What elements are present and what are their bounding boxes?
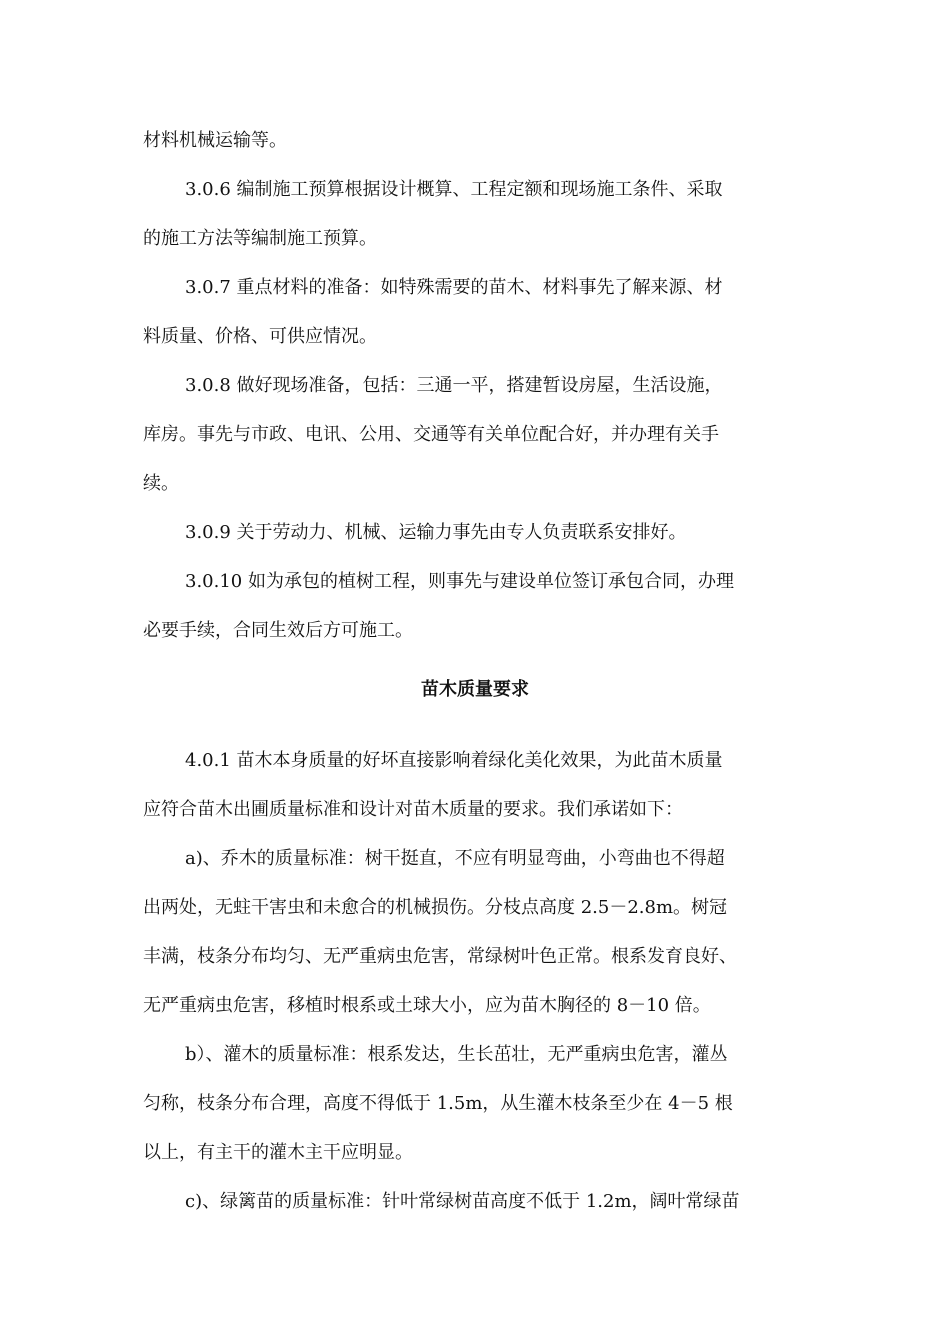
text-line: 应符合苗木出圃质量标准和设计对苗木质量的要求。我们承诺如下：	[143, 799, 683, 820]
text-line: 4.0.1 苗木本身质量的好坏直接影响着绿化美化效果，为此苗木质量	[185, 750, 723, 771]
text-line: a)、乔木的质量标准：树干挺直，不应有明显弯曲，小弯曲也不得超	[185, 848, 725, 869]
paragraph-prev-tail	[143, 116, 809, 165]
paragraph-3-0-9	[143, 508, 809, 557]
text-line: 3.0.8 做好现场准备，包括：三通一平，搭建暂设房屋，生活设施，	[185, 375, 723, 396]
paragraph-3-0-6	[143, 165, 809, 263]
text-line: 材料机械运输等。	[143, 130, 287, 151]
paragraph-a-tree-standard	[143, 834, 809, 1030]
text-line: 无严重病虫危害，移植时根系或土球大小，应为苗木胸径的 8－10 倍。	[143, 995, 711, 1016]
text-line: 匀称，枝条分布合理，高度不得低于 1.5m，从生灌木枝条至少在 4－5 根	[143, 1093, 733, 1114]
section-3-body	[143, 116, 809, 655]
paragraph-b-shrub-standard	[143, 1030, 809, 1177]
section-heading: 苗木质量要求	[421, 679, 529, 700]
paragraph-3-0-10	[143, 557, 809, 655]
text-line: 库房。事先与市政、电讯、公用、交通等有关单位配合好，并办理有关手	[143, 424, 719, 445]
text-line: 丰满，枝条分布均匀、无严重病虫危害，常绿树叶色正常。根系发育良好、	[143, 946, 737, 967]
text-line: 3.0.10 如为承包的植树工程，则事先与建设单位签订承包合同，办理	[185, 571, 734, 592]
text-line: 3.0.7 重点材料的准备：如特殊需要的苗木、材料事先了解来源、材	[185, 277, 723, 298]
text-line: c)、绿篱苗的质量标准：针叶常绿树苗高度不低于 1.2m，阔叶常绿苗	[185, 1191, 740, 1212]
paragraph-c-hedge-standard	[143, 1177, 809, 1226]
text-line: 续。	[143, 473, 179, 494]
text-line: 料质量、价格、可供应情况。	[143, 326, 377, 347]
text-line: 3.0.9 关于劳动力、机械、运输力事先由专人负责联系安排好。	[185, 522, 687, 543]
text-line: 必要手续，合同生效后方可施工。	[143, 620, 413, 641]
paragraph-3-0-7	[143, 263, 809, 361]
text-line: 以上，有主干的灌木主干应明显。	[143, 1142, 413, 1163]
paragraph-4-0-1	[143, 736, 809, 834]
text-line: b）、灌木的质量标准：根系发达，生长茁壮，无严重病虫危害，灌丛	[185, 1044, 728, 1065]
text-line: 3.0.6 编制施工预算根据设计概算、工程定额和现场施工条件、采取	[185, 179, 723, 200]
text-line: 出两处，无蛀干害虫和未愈合的机械损伤。分枝点高度 2.5－2.8m。树冠	[143, 897, 728, 918]
section-4-body	[143, 736, 809, 1226]
paragraph-3-0-8	[143, 361, 809, 508]
text-line: 的施工方法等编制施工预算。	[143, 228, 377, 249]
